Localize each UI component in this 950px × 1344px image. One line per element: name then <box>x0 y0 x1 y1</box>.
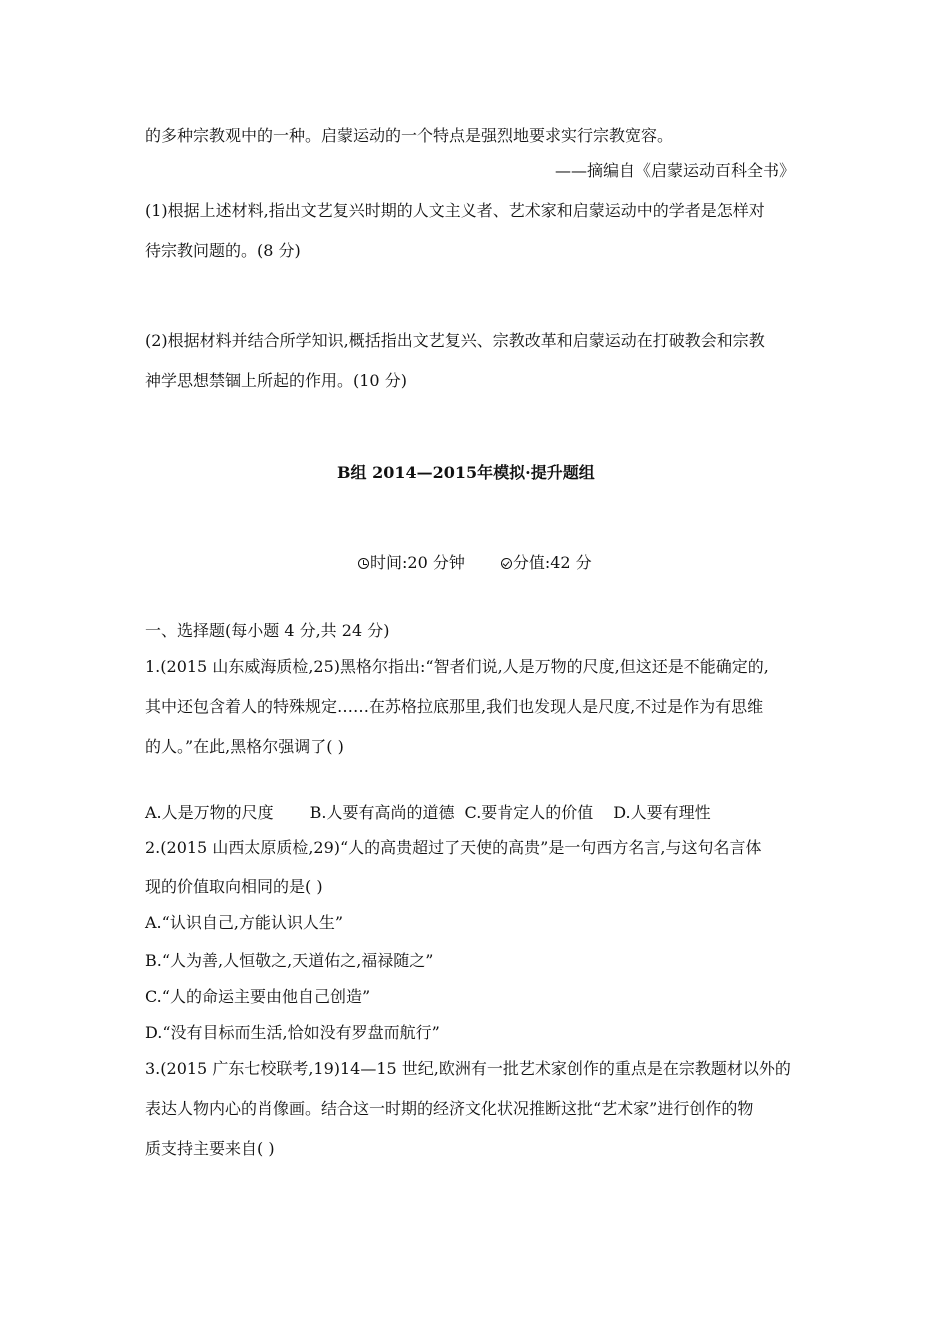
total-score: 分值:42 分 <box>512 553 592 572</box>
mc-question-1-line: 1.(2015 山东威海质检,25)黑格尔指出:“智者们说,人是万物的尺度,但这还是不能确定的, <box>145 657 769 676</box>
question-1-text: (1)根据上述材料,指出文艺复兴时期的人文主义者、艺术家和启蒙运动中的学者是怎样对 <box>145 201 765 220</box>
option-b: B.人要有高尚的道德 <box>309 803 455 822</box>
question-2-text-cont: 神学思想禁锢上所起的作用。(10 分) <box>145 371 407 390</box>
option-c: C.要肯定人的价值 <box>464 803 594 822</box>
mc-question-2-line: 现的价值取向相同的是( ) <box>145 877 323 896</box>
mc-question-3-line: 质支持主要来自( ) <box>145 1139 275 1158</box>
mc-question-1-line: 的人。”在此,黑格尔强调了( ) <box>145 737 344 756</box>
material-source: ——摘编自《启蒙运动百科全书》 <box>555 161 796 180</box>
material-text-line: 的多种宗教观中的一种。启蒙运动的一个特点是强烈地要求实行宗教宽容。 <box>145 126 674 145</box>
time-limit: 时间:20 分钟 <box>370 553 465 572</box>
option-d: D.“没有目标而生活,恰如没有罗盘而航行” <box>145 1023 440 1042</box>
section-meta <box>358 553 592 573</box>
option-a: A.“认识自己,方能认识人生” <box>145 913 344 932</box>
mc-question-1-line: 其中还包含着人的特殊规定……在苏格拉底那里,我们也发现人是尺度,不过是作为有思维 <box>145 697 764 716</box>
clock-icon <box>358 558 369 569</box>
mc-question-2-line: 2.(2015 山西太原质检,29)“人的高贵超过了天使的高贵”是一句西方名言,与这句名言体 <box>145 838 762 857</box>
part-heading: 一、选择题(每小题 4 分,共 24 分) <box>145 621 390 640</box>
question-1-text-cont: 待宗教问题的。(8 分) <box>145 241 301 260</box>
option-a: A.人是万物的尺度 <box>145 803 274 822</box>
option-c: C.“人的命运主要由他自己创造” <box>145 987 371 1006</box>
mc-question-3-line: 3.(2015 广东七校联考,19)14—15 世纪,欧洲有一批艺术家创作的重点是在宗教题材以外的 <box>145 1059 791 1078</box>
mc-question-1-options <box>145 803 711 823</box>
check-circle-icon <box>501 558 512 569</box>
option-d: D.人要有理性 <box>613 803 711 822</box>
question-2-text: (2)根据材料并结合所学知识,概括指出文艺复兴、宗教改革和启蒙运动在打破教会和宗教 <box>145 331 765 350</box>
mc-question-3-line: 表达人物内心的肖像画。结合这一时期的经济文化状况推断这批“艺术家”进行创作的物 <box>145 1099 754 1118</box>
option-b: B.“人为善,人恒敬之,天道佑之,福禄随之” <box>145 951 434 970</box>
section-title: B组 2014—2015年模拟·提升题组 <box>337 463 595 482</box>
